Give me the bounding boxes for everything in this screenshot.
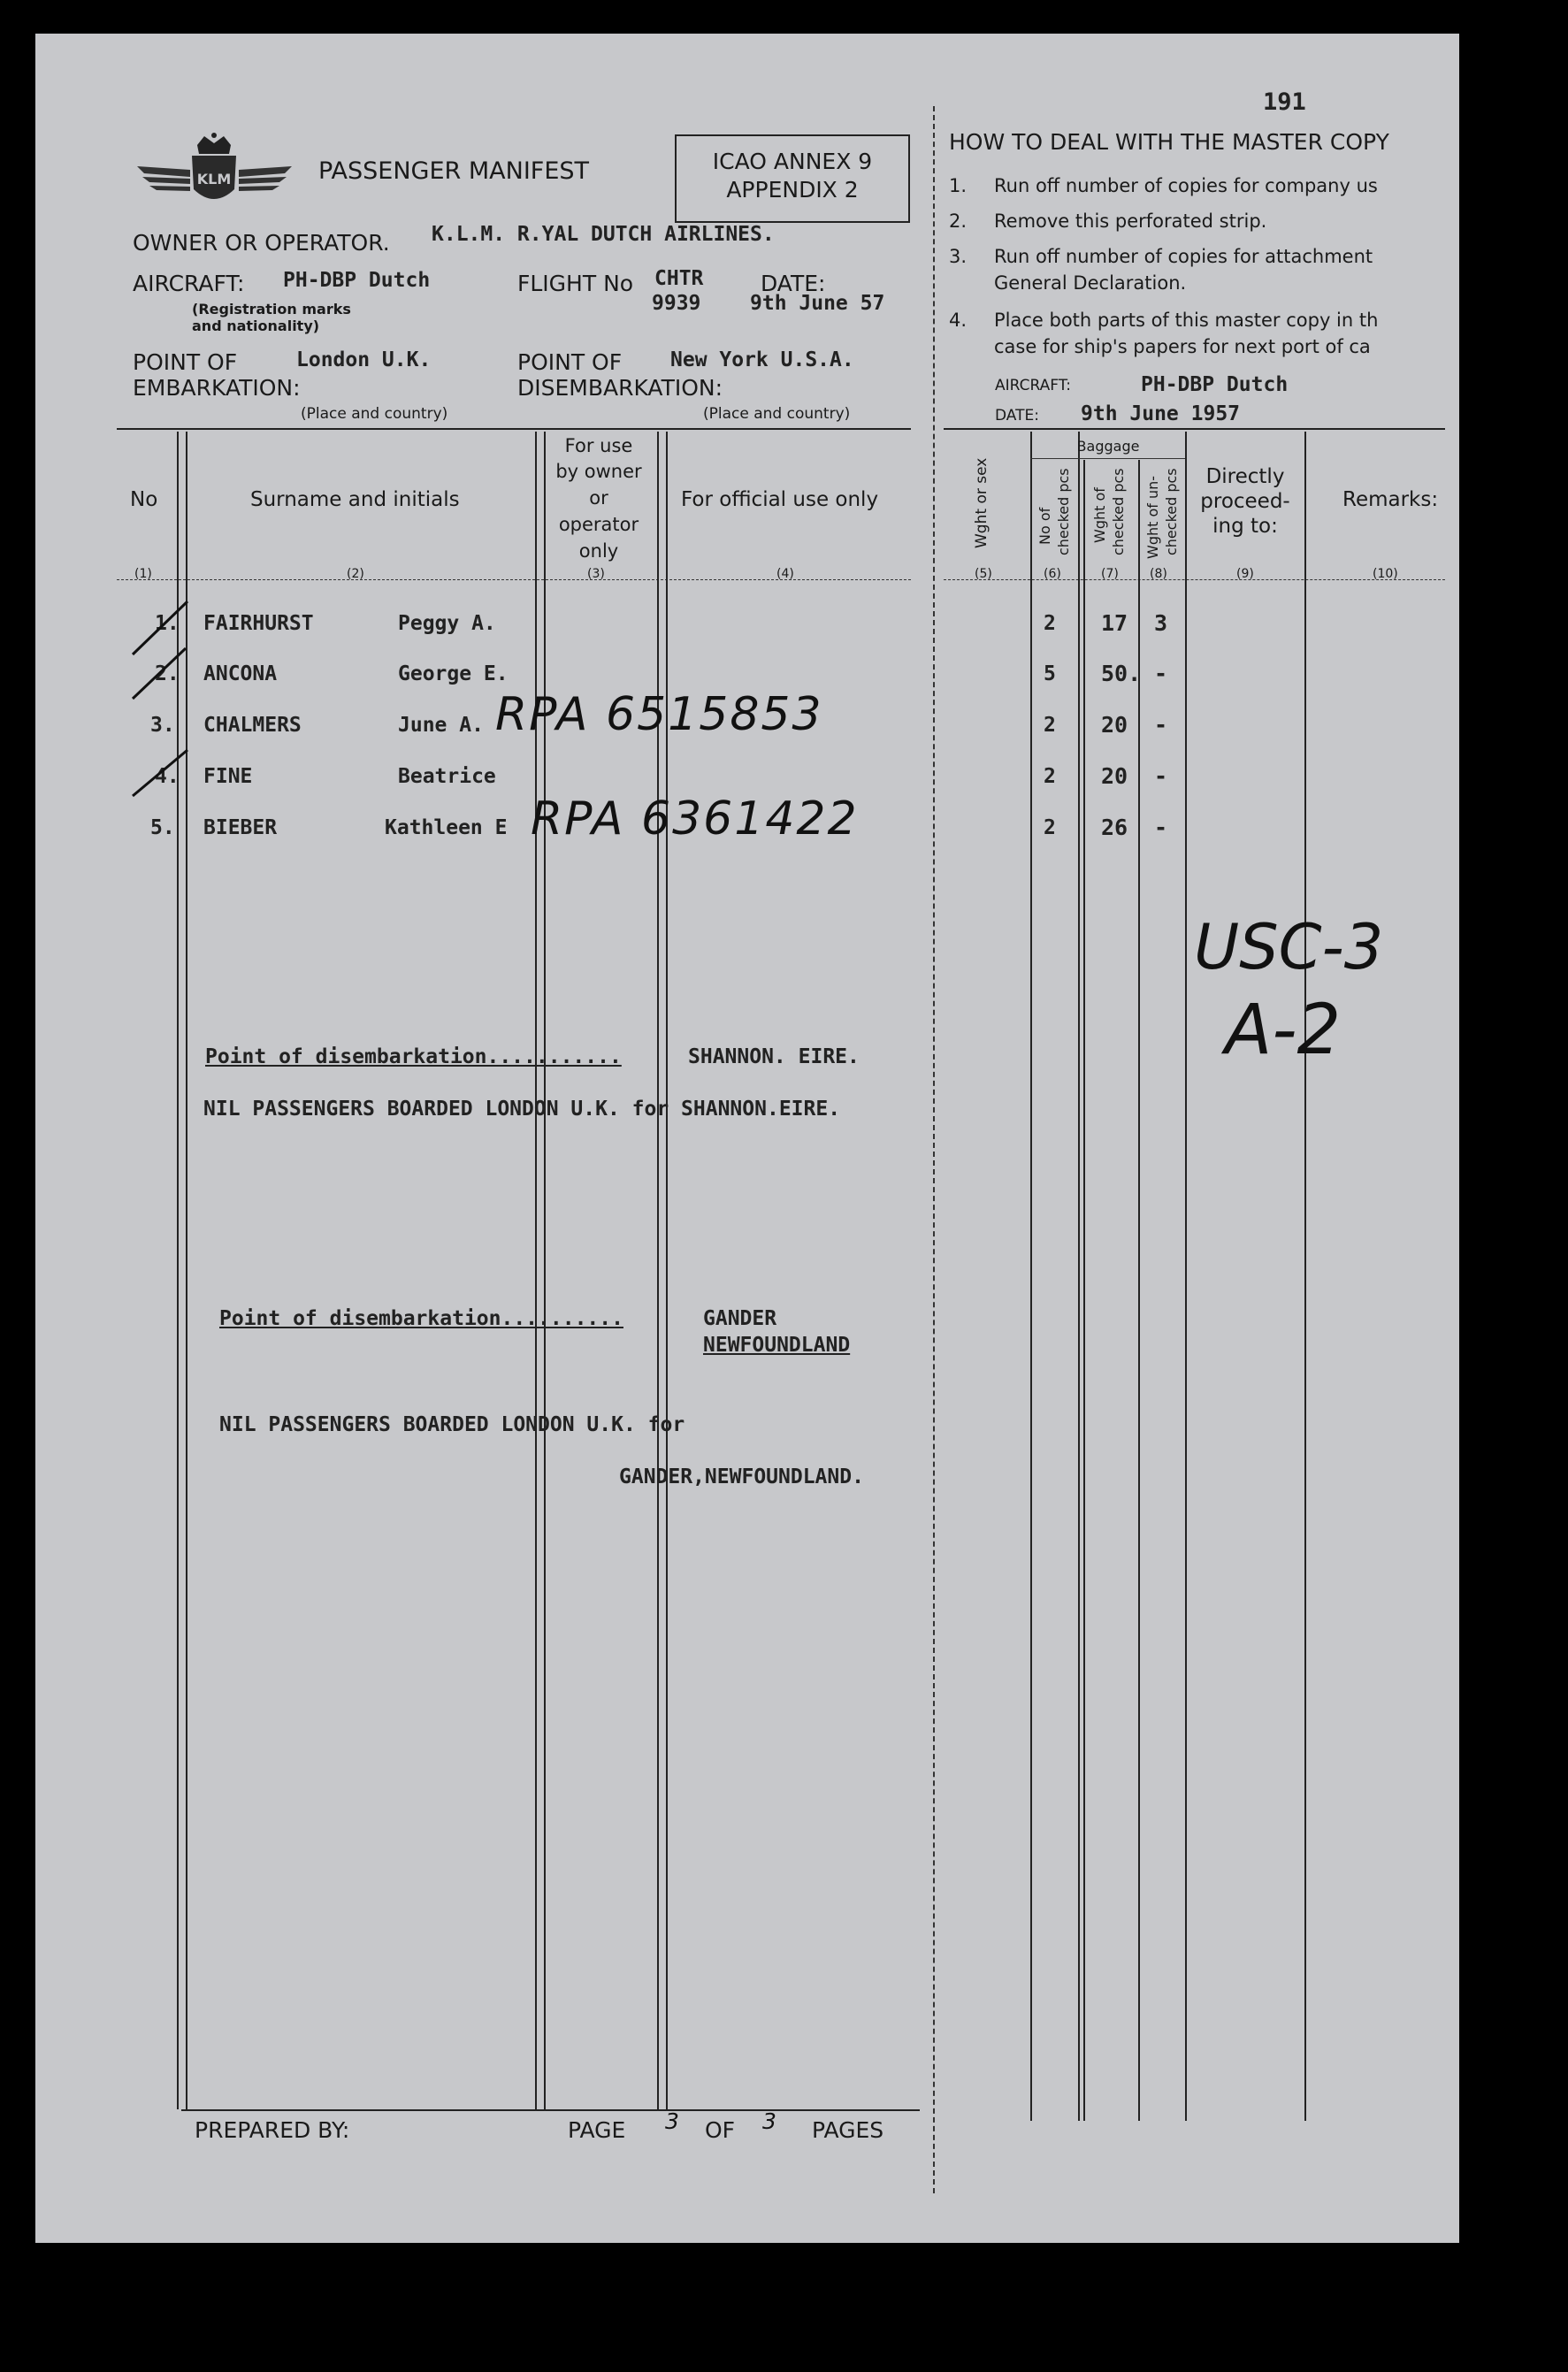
col-owner-use-3: or bbox=[589, 487, 608, 509]
strip-divider-2b bbox=[1083, 460, 1085, 2121]
disembarkation-label-1: POINT OF bbox=[517, 349, 623, 375]
col-remarks: Remarks: bbox=[1342, 488, 1439, 511]
prepared-by: PREPARED BY: bbox=[195, 2117, 350, 2143]
handwritten-annotation-2: A-2 bbox=[1225, 991, 1342, 1070]
perforation-line bbox=[933, 106, 935, 2193]
instruction-3-text: Run off number of copies for attachment bbox=[994, 246, 1373, 267]
col-directly-1: Directly bbox=[1205, 465, 1285, 488]
col-no: No bbox=[130, 488, 158, 511]
strip-divider-5 bbox=[1304, 432, 1306, 2121]
passenger-initials: Beatrice bbox=[398, 765, 496, 788]
table-bottom-rule bbox=[181, 2109, 920, 2111]
passenger-surname: ANCONA bbox=[203, 662, 278, 685]
instruction-4-text-2: case for ship's papers for next port of ca bbox=[994, 336, 1371, 357]
passenger-initials: June A. bbox=[398, 714, 484, 737]
strip-divider-3 bbox=[1138, 460, 1140, 2121]
aircraft-value: PH-DBP Dutch bbox=[283, 269, 431, 292]
passenger-pcs: 5 bbox=[1044, 662, 1056, 685]
strip-header-rule bbox=[944, 579, 1445, 580]
col-directly-3: ing to: bbox=[1212, 515, 1278, 538]
strip-divider-4 bbox=[1185, 432, 1187, 2121]
col-owner-use-1: For use bbox=[564, 435, 633, 456]
col-baggage: Baggage bbox=[1076, 438, 1140, 455]
passenger-pcs: 2 bbox=[1044, 765, 1056, 788]
col-num-2: (2) bbox=[347, 567, 364, 581]
passenger-unchecked: - bbox=[1154, 763, 1168, 789]
col-num-7: (7) bbox=[1101, 567, 1119, 581]
owner-label: OWNER OR OPERATOR. bbox=[133, 230, 390, 256]
passenger-handwritten-note: RPA 6361422 bbox=[531, 792, 859, 846]
passenger-no: 2. bbox=[155, 662, 180, 685]
passenger-no: 1. bbox=[155, 612, 180, 635]
passenger-surname: CHALMERS bbox=[203, 714, 302, 737]
passenger-weight: 26 bbox=[1101, 815, 1128, 840]
passenger-pcs: 2 bbox=[1044, 714, 1056, 737]
passenger-surname: FAIRHURST bbox=[203, 612, 314, 635]
gander-place-1: GANDER bbox=[703, 1307, 777, 1330]
col-num-6: (6) bbox=[1044, 567, 1061, 581]
passenger-initials: George E. bbox=[398, 662, 509, 685]
icao-annex: ICAO ANNEX 9 bbox=[712, 149, 873, 174]
strip-top-rule bbox=[944, 428, 1445, 430]
col-divider-3 bbox=[657, 432, 659, 2109]
passenger-unchecked: - bbox=[1154, 661, 1168, 686]
embarkation-label-1: POINT OF bbox=[133, 349, 238, 375]
strip-divider-1 bbox=[1030, 432, 1032, 2121]
strip-divider-2 bbox=[1078, 432, 1080, 2121]
flight-value-2: 9939 bbox=[652, 292, 701, 315]
svg-text:KLM: KLM bbox=[196, 171, 232, 187]
aircraft-note-1: (Registration marks bbox=[192, 301, 351, 318]
col-owner-use-4: operator bbox=[558, 514, 639, 535]
disembarkation-value: New York U.S.A. bbox=[670, 348, 854, 371]
passenger-surname: FINE bbox=[203, 765, 253, 788]
footer-page-label: PAGE bbox=[568, 2117, 626, 2143]
passenger-weight: 17 bbox=[1101, 610, 1128, 636]
icao-appendix: APPENDIX 2 bbox=[726, 177, 859, 203]
passenger-unchecked: - bbox=[1154, 815, 1168, 840]
col-checked-wght-1: Wght of bbox=[1091, 487, 1108, 543]
manifest-title: PASSENGER MANIFEST bbox=[318, 157, 590, 185]
date-label: DATE: bbox=[761, 271, 826, 296]
strip-date-label: DATE: bbox=[995, 407, 1039, 425]
instruction-3-num: 3. bbox=[949, 246, 968, 267]
col-checked-pcs-1: No of bbox=[1036, 507, 1053, 545]
col-num-10: (10) bbox=[1373, 567, 1398, 581]
footer-page-number: 3 bbox=[665, 2108, 679, 2134]
passenger-no: 3. bbox=[150, 714, 175, 737]
col-weight-sex: Wght or sex bbox=[973, 457, 991, 548]
col-num-8: (8) bbox=[1150, 567, 1167, 581]
passenger-handwritten-note: RPA 6515853 bbox=[495, 688, 823, 741]
instructions-title: HOW TO DEAL WITH THE MASTER COPY bbox=[949, 129, 1389, 155]
col-divider-2 bbox=[535, 432, 537, 2109]
col-divider-2b bbox=[544, 432, 546, 2109]
passenger-initials: Peggy A. bbox=[398, 612, 496, 635]
shannon-place: SHANNON. EIRE. bbox=[688, 1045, 860, 1068]
instruction-2-text: Remove this perforated strip. bbox=[994, 210, 1267, 232]
passenger-no: 4. bbox=[155, 765, 180, 788]
passenger-pcs: 2 bbox=[1044, 816, 1056, 839]
gander-place-2: NEWFOUNDLAND bbox=[703, 1334, 851, 1357]
page-number: 191 bbox=[1263, 88, 1306, 116]
col-divider-3b bbox=[666, 432, 668, 2109]
instruction-4-text: Place both parts of this master copy in th bbox=[994, 310, 1379, 331]
col-owner-use-2: by owner bbox=[555, 461, 642, 482]
passenger-weight: 20 bbox=[1101, 763, 1128, 789]
shannon-nil: NIL PASSENGERS BOARDED LONDON U.K. for SHANNON.EIRE. bbox=[203, 1098, 841, 1121]
col-directly-2: proceed- bbox=[1200, 490, 1290, 513]
aircraft-note-2: and nationality) bbox=[192, 318, 320, 334]
passenger-weight: 50. bbox=[1101, 661, 1142, 686]
col-checked-wght-2: checked pcs bbox=[1110, 468, 1127, 555]
disembarkation-label-2: DISEMBARKATION: bbox=[517, 375, 723, 401]
date-value: 9th June 57 bbox=[750, 292, 885, 315]
col-surname: Surname and initials bbox=[250, 488, 460, 511]
col-official: For official use only bbox=[681, 488, 879, 511]
handwritten-annotation-1: USC-3 bbox=[1194, 911, 1384, 983]
passenger-weight: 20 bbox=[1101, 712, 1128, 738]
col-checked-pcs-2: checked pcs bbox=[1055, 468, 1072, 555]
owner-value: K.L.M. R.YAL DUTCH AIRLINES. bbox=[432, 223, 775, 246]
col-unchecked-wght-1: Wght of un- bbox=[1144, 475, 1161, 559]
baggage-rule bbox=[1030, 458, 1185, 459]
col-num-9: (9) bbox=[1236, 567, 1254, 581]
col-owner-use-5: only bbox=[578, 540, 619, 562]
aircraft-label: AIRCRAFT: bbox=[133, 271, 245, 296]
strip-date-value: 9th June 1957 bbox=[1081, 402, 1241, 425]
passenger-no: 5. bbox=[150, 816, 175, 839]
footer-total-pages: 3 bbox=[762, 2108, 776, 2134]
col-num-3: (3) bbox=[587, 567, 605, 581]
shannon-label: Point of disembarkation........... bbox=[205, 1045, 622, 1068]
embarkation-value: London U.K. bbox=[296, 348, 432, 371]
instruction-4-num: 4. bbox=[949, 310, 968, 331]
flight-value-1: CHTR bbox=[654, 267, 704, 290]
passenger-initials: Kathleen E bbox=[385, 816, 508, 839]
strip-aircraft-value: PH-DBP Dutch bbox=[1141, 373, 1289, 396]
passenger-unchecked: 3 bbox=[1154, 610, 1168, 636]
col-num-4: (4) bbox=[776, 567, 794, 581]
flight-label: FLIGHT No bbox=[517, 271, 634, 296]
gander-label: Point of disembarkation.......... bbox=[219, 1307, 623, 1330]
col-num-5: (5) bbox=[975, 567, 992, 581]
instruction-3-text-2: General Declaration. bbox=[994, 272, 1187, 294]
passenger-pcs: 2 bbox=[1044, 612, 1056, 635]
col-unchecked-wght-2: checked pcs bbox=[1163, 468, 1180, 555]
footer-pages-label: PAGES bbox=[812, 2117, 884, 2143]
instruction-1-text: Run off number of copies for company us bbox=[994, 175, 1378, 196]
strip-aircraft-label: AIRCRAFT: bbox=[995, 377, 1071, 394]
embarkation-label-2: EMBARKATION: bbox=[133, 375, 301, 401]
col-num-1: (1) bbox=[134, 567, 152, 581]
embarkation-note: (Place and country) bbox=[301, 405, 448, 423]
footer-of-label: OF bbox=[705, 2117, 736, 2143]
passenger-surname: BIEBER bbox=[203, 816, 278, 839]
gander-nil-2: GANDER,NEWFOUNDLAND. bbox=[619, 1465, 864, 1488]
instruction-1-num: 1. bbox=[949, 175, 968, 196]
instruction-2-num: 2. bbox=[949, 210, 968, 232]
table-top-rule bbox=[117, 428, 911, 430]
passenger-unchecked: - bbox=[1154, 712, 1168, 738]
disembarkation-note: (Place and country) bbox=[703, 405, 851, 423]
gander-nil-1: NIL PASSENGERS BOARDED LONDON U.K. for bbox=[219, 1413, 685, 1436]
